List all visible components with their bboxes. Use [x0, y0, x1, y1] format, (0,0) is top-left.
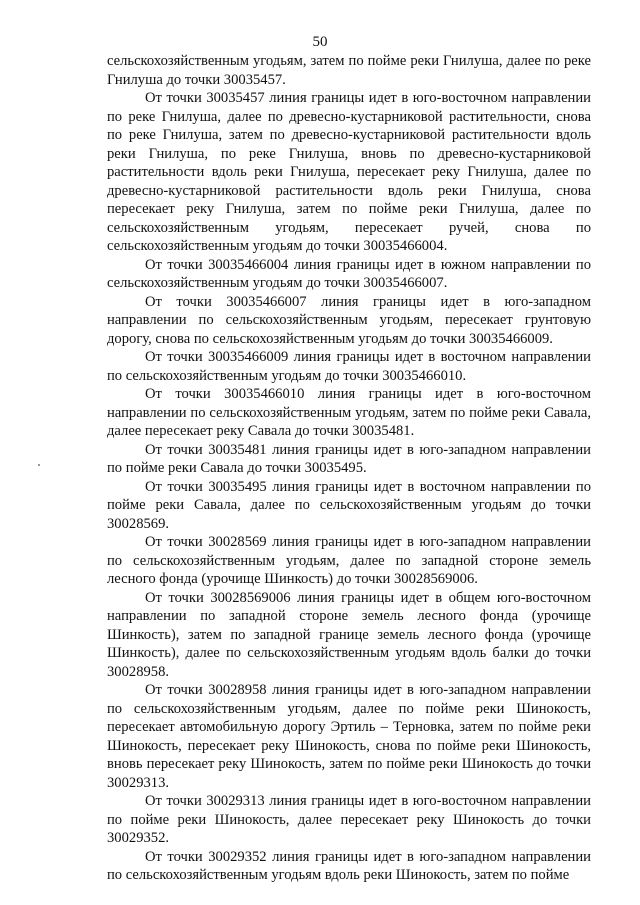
paragraph: От точки 30028569006 линия границы идет в общем юго-восточном направлении по западной стороне земель лесного фонда (урочище Шинкость), затем по западной границе земель лесного фонда (урочище Шинкость), далее по сельскохозяйственным угодьям вдоль балки до точки 30028958.: [107, 589, 591, 680]
paragraph: От точки 30035457 линия границы идет в юго-восточном направлении по реке Гнилуша, далее по древесно-кустарниковой растительности, снова по реке Гнилуша, затем по древесно-кустарниковой растительности вдоль реки Гнилуша, по реке Гнилуша, вновь по древесно-кустарниковой растительности вдоль реки Гнилуша, пересекает реку Гнилуша, далее по древесно-кустарниковой растительности вдоль реки Гнилуша, снова пересекает реку Гнилуша, затем по пойме реки Гнилуша, далее по сельскохозяйственным угодьям, пересекает ручей, снова по сельскохозяйственным угодьям до точки 30035466004.: [107, 90, 591, 254]
page-number: 50: [312, 34, 328, 50]
paragraph: От точки 30035466004 линия границы идет в южном направлении по сельскохозяйственным угодьям до точки 30035466007.: [107, 256, 591, 291]
paragraph: От точки 30028569 линия границы идет в юго-западном направлении по сельскохозяйственным угодьям, далее по западной стороне земель лесного фонда (урочище Шинкость) до точки 30028569006.: [107, 534, 591, 587]
paragraph: От точки 30029352 линия границы идет в юго-западном направлении по сельскохозяйственным угодьям вдоль реки Шинокость, затем по пойме: [107, 848, 591, 883]
paragraph: От точки 30035481 линия границы идет в юго-западном направлении по пойме реки Савала до точки 30035495.: [107, 441, 591, 476]
paragraph: сельскохозяйственным угодьям, затем по пойме реки Гнилуша, далее по реке Гнилуша до точки 30035457.: [107, 53, 591, 88]
paragraph: От точки 30035466009 линия границы идет в восточном направлении по сельскохозяйственным угодьям до точки 30035466010.: [107, 349, 591, 384]
paragraph: От точки 30035466007 линия границы идет в юго-западном направлении по сельскохозяйственным угодьям, пересекает грунтовую дорогу, снова по сельскохозяйственным угодьям до точки 30035466009.: [107, 293, 591, 347]
paragraph: От точки 30029313 линия границы идет в юго-восточном направлении по пойме реки Шинокость, далее пересекает реку Шинокость до точки 30029352.: [107, 793, 591, 846]
scan-speck: [38, 464, 40, 466]
paragraph: От точки 30035466010 линия границы идет в юго-восточном направлении по сельскохозяйственным угодьям, затем по пойме реки Савала, далее пересекает реку Савала до точки 30035481.: [107, 386, 591, 439]
document-body: [107, 52, 591, 885]
paragraph: От точки 30028958 линия границы идет в юго-западном направлении по сельскохозяйственным угодьям, далее по пойме реки Шинокость, пересекает автомобильную дорогу Эртиль – Терновка, затем по пойме реки Шинокость, пересекает реку Шинокость, снова по пойме реки Шинокость, вновь пересекает реку Шинокость, затем по пойме реки Шинокость до точки 30029313.: [107, 682, 591, 791]
paragraph: От точки 30035495 линия границы идет в восточном направлении по пойме реки Савала, далее по сельскохозяйственным угодьям до точки 30028569.: [107, 478, 591, 532]
